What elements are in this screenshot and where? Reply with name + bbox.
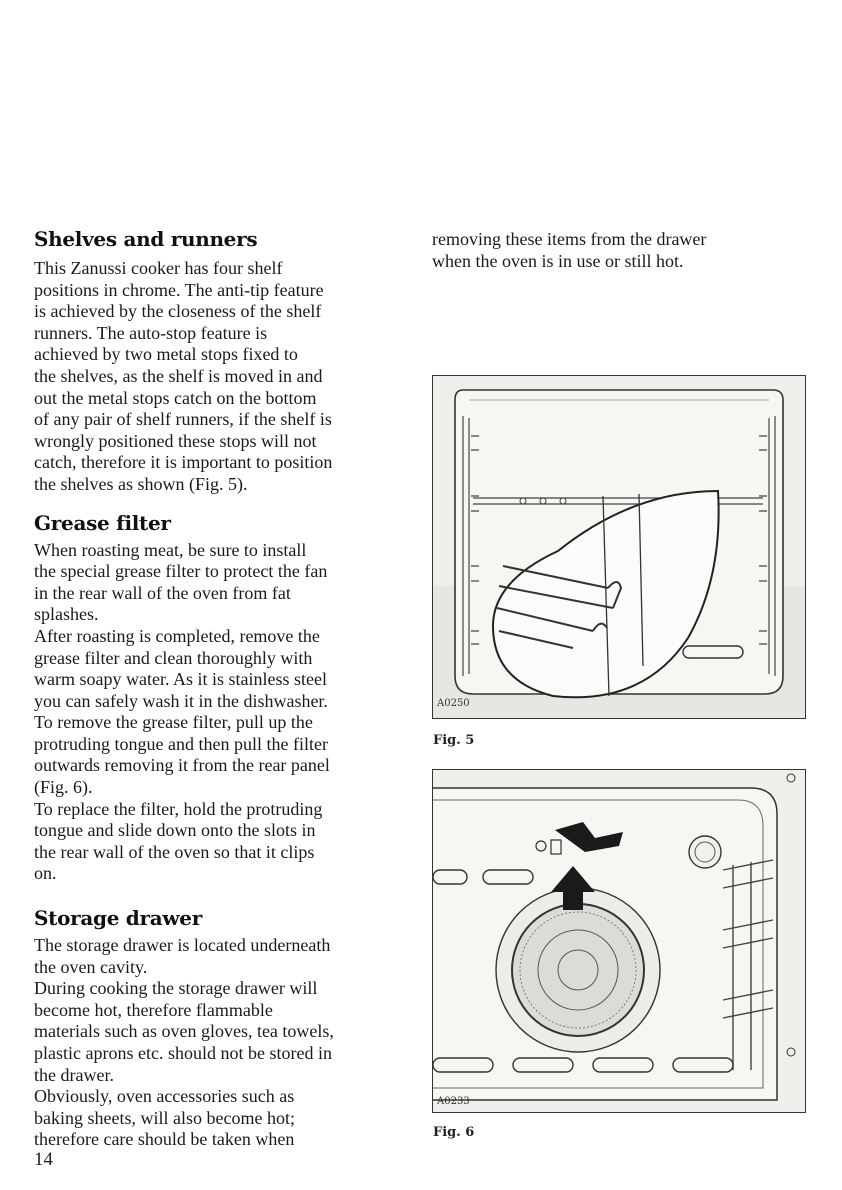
figure-6-illustration	[432, 769, 806, 1113]
text-line: the special grease filter to protect the fan	[34, 561, 328, 582]
text-line: To remove the grease filter, pull up the	[34, 712, 313, 733]
text-line: the shelves as shown (Fig. 5).	[34, 473, 248, 494]
text-line: wrongly positioned these stops will not	[34, 430, 317, 451]
text-line: you can safely wash it in the dishwasher.	[34, 690, 328, 711]
text-line: When roasting meat, be sure to install	[34, 539, 307, 560]
text-line: warm soapy water. As it is stainless steel	[34, 669, 327, 690]
figure-5-code: A0250	[437, 698, 470, 709]
text-line: After roasting is completed, remove the	[34, 625, 320, 646]
text-line: become hot, therefore flammable	[34, 999, 273, 1020]
text-line: positions in chrome. The anti-tip feature	[34, 279, 324, 300]
text-line: catch, therefore it is important to position	[34, 452, 333, 473]
storage-paragraph	[34, 935, 414, 1151]
heading-shelves-and-runners: Shelves and runners	[34, 227, 258, 251]
text-line: The storage drawer is located underneath	[34, 935, 331, 956]
text-line: (Fig. 6).	[34, 777, 93, 798]
text-line: out the metal stops catch on the bottom	[34, 387, 317, 408]
text-line: the drawer.	[34, 1064, 114, 1085]
figure-6-caption: Fig. 6	[433, 1125, 475, 1140]
text-line: the rear wall of the oven so that it clips	[34, 841, 315, 862]
text-line: materials such as oven gloves, tea towels,	[34, 1021, 334, 1042]
text-line: of any pair of shelf runners, if the shelf is	[34, 409, 332, 430]
grease-filter-drawing	[433, 770, 805, 1112]
text-line: the shelves, as the shelf is moved in and	[34, 365, 323, 386]
continuation-paragraph	[432, 229, 812, 272]
text-line: plastic aprons etc. should not be stored in	[34, 1043, 332, 1063]
text-line: During cooking the storage drawer will	[34, 978, 318, 999]
figure-5-caption: Fig. 5	[433, 733, 475, 748]
heading-storage-drawer: Storage drawer	[34, 906, 202, 931]
text-line: achieved by two metal stops fixed to	[34, 344, 298, 365]
text-line: therefore care should be taken when	[34, 1129, 295, 1150]
heading-grease-filter: Grease filter	[34, 510, 171, 535]
oven-shelf-runners-drawing	[433, 376, 805, 718]
page-number: 14	[34, 1149, 53, 1170]
text-line: when the oven is in use or still hot.	[432, 250, 684, 271]
text-line: runners. The auto-stop feature is	[34, 322, 268, 343]
grease-paragraph	[34, 540, 414, 886]
text-line: outwards removing it from the rear panel	[34, 755, 330, 776]
text-line: Obviously, oven accessories such as	[34, 1086, 295, 1107]
text-line: This Zanussi cooker has four shelf	[34, 258, 283, 278]
text-line: tongue and slide down onto the slots in	[34, 820, 316, 841]
text-line: splashes.	[34, 604, 99, 625]
text-line: baking sheets, will also become hot;	[34, 1107, 295, 1128]
figure-6-code: A0233	[437, 1096, 470, 1107]
text-line: To replace the filter, hold the protruding	[34, 798, 323, 819]
figure-5-illustration	[432, 375, 806, 719]
text-line: grease filter and clean thoroughly with	[34, 647, 313, 668]
shelves-paragraph	[34, 258, 414, 496]
text-line: removing these items from the drawer	[432, 229, 707, 249]
text-line: the oven cavity.	[34, 956, 148, 977]
text-line: is achieved by the closeness of the shelf	[34, 301, 322, 322]
right-column	[432, 229, 812, 272]
text-line: on.	[34, 863, 57, 884]
text-line: protruding tongue and then pull the filter	[34, 733, 328, 754]
text-line: in the rear wall of the oven from fat	[34, 582, 291, 603]
left-column	[34, 226, 414, 1151]
